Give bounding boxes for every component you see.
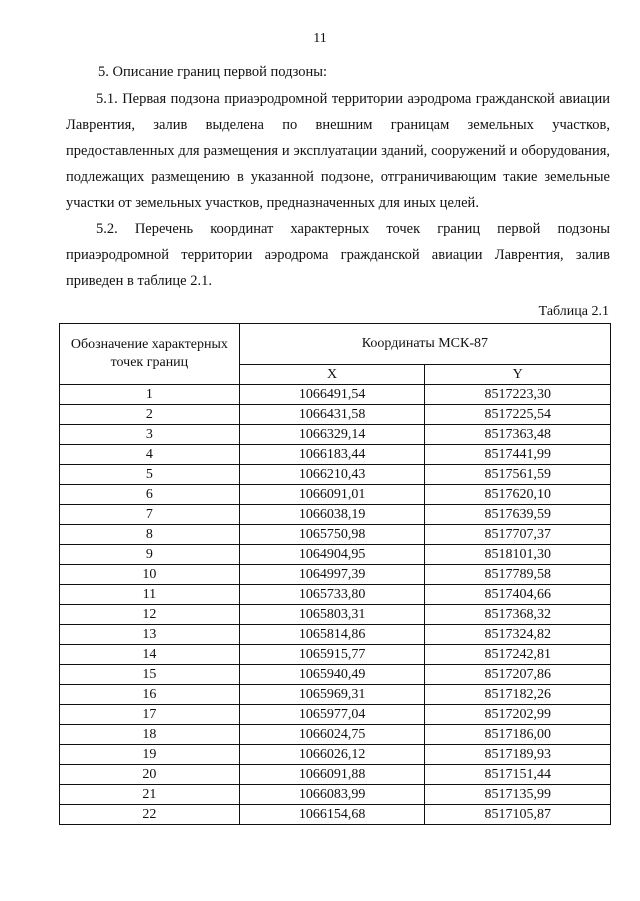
paragraph-5-2-text: 5.2. Перечень координат характерных точек границ первой подзоны приаэродромной территории аэродрома гражданской авиации Лаврентия, залив приведен в таблице 2.1. [66,221,610,289]
y-cell: 8517789,58 [425,565,611,585]
coordinates-table [59,323,611,825]
y-cell: 8517105,87 [425,805,611,825]
point-cell: 18 [60,725,240,745]
table-row [60,525,611,545]
x-cell: 1066024,75 [239,725,425,745]
x-cell: 1066329,14 [239,425,425,445]
y-cell: 8517707,37 [425,525,611,545]
x-cell: 1066154,68 [239,805,425,825]
x-cell: 1065940,49 [239,665,425,685]
y-cell: 8517363,48 [425,425,611,445]
y-cell: 8517151,44 [425,765,611,785]
table-row [60,765,611,785]
y-cell: 8517186,00 [425,725,611,745]
x-cell: 1064904,95 [239,545,425,565]
table-row [60,505,611,525]
point-cell: 17 [60,705,240,725]
table-row [60,665,611,685]
point-cell: 6 [60,485,240,505]
table-header-row [60,324,611,365]
y-cell: 8517135,99 [425,785,611,805]
y-cell: 8517620,10 [425,485,611,505]
point-cell: 2 [60,405,240,425]
point-cell: 21 [60,785,240,805]
table-caption: Таблица 2.1 [538,304,609,319]
coordinates-group-header: Координаты МСК-87 [239,324,610,365]
table-row [60,805,611,825]
point-cell: 10 [60,565,240,585]
table-row [60,385,611,405]
x-cell: 1065750,98 [239,525,425,545]
table-row [60,625,611,645]
x-cell: 1064997,39 [239,565,425,585]
table-row [60,585,611,605]
x-cell: 1065803,31 [239,605,425,625]
point-cell: 8 [60,525,240,545]
x-cell: 1066091,88 [239,765,425,785]
y-cell: 8517223,30 [425,385,611,405]
table-row [60,725,611,745]
x-cell: 1066183,44 [239,445,425,465]
y-cell: 8517561,59 [425,465,611,485]
point-cell: 5 [60,465,240,485]
table-row [60,425,611,445]
y-cell: 8517368,32 [425,605,611,625]
section-heading: 5. Описание границ первой подзоны: [98,64,328,80]
y-cell: 8518101,30 [425,545,611,565]
point-cell: 15 [60,665,240,685]
y-column-header: Y [425,365,611,385]
page-number: 11 [313,31,327,46]
x-cell: 1066038,19 [239,505,425,525]
x-cell: 1066491,54 [239,385,425,405]
x-cell: 1066210,43 [239,465,425,485]
point-cell: 3 [60,425,240,445]
table-row [60,705,611,725]
x-cell: 1066026,12 [239,745,425,765]
y-cell: 8517242,81 [425,645,611,665]
table-row [60,405,611,425]
point-cell: 19 [60,745,240,765]
point-cell: 16 [60,685,240,705]
x-cell: 1066091,01 [239,485,425,505]
x-column-header: X [239,365,425,385]
x-cell: 1065814,86 [239,625,425,645]
point-column-header: Обозначение характерных точек границ [60,324,240,385]
x-cell: 1065977,04 [239,705,425,725]
point-cell: 4 [60,445,240,465]
table-row [60,745,611,765]
paragraph-5-2 [66,216,610,294]
y-cell: 8517441,99 [425,445,611,465]
x-cell: 1066431,58 [239,405,425,425]
x-cell: 1065969,31 [239,685,425,705]
paragraph-5-1-text: 5.1. Первая подзона приаэродромной территории аэродрома гражданской авиации Лаврентия, залив выделена по внешним границам земельных участков, предоставленных для размещения и эксплуатации зданий, сооружений и оборудования, подлежащих размещению в указанной подзоне, отграничивающим такие земельные участки от земельных участков, предназначенных для иных целей. [66,91,610,211]
table-row [60,485,611,505]
y-cell: 8517324,82 [425,625,611,645]
point-cell: 14 [60,645,240,665]
x-cell: 1065915,77 [239,645,425,665]
point-cell: 20 [60,765,240,785]
point-cell: 12 [60,605,240,625]
table-row [60,645,611,665]
table-row [60,685,611,705]
table-row [60,785,611,805]
table-row [60,445,611,465]
y-cell: 8517639,59 [425,505,611,525]
point-cell: 9 [60,545,240,565]
y-cell: 8517182,26 [425,685,611,705]
point-cell: 7 [60,505,240,525]
y-cell: 8517225,54 [425,405,611,425]
table-row [60,605,611,625]
y-cell: 8517207,86 [425,665,611,685]
point-cell: 22 [60,805,240,825]
point-cell: 13 [60,625,240,645]
x-cell: 1066083,99 [239,785,425,805]
y-cell: 8517202,99 [425,705,611,725]
paragraph-5-1 [66,86,610,216]
table-row [60,565,611,585]
table-row [60,545,611,565]
x-cell: 1065733,80 [239,585,425,605]
y-cell: 8517189,93 [425,745,611,765]
table-row [60,465,611,485]
y-cell: 8517404,66 [425,585,611,605]
point-cell: 1 [60,385,240,405]
point-cell: 11 [60,585,240,605]
table-body [60,385,611,825]
